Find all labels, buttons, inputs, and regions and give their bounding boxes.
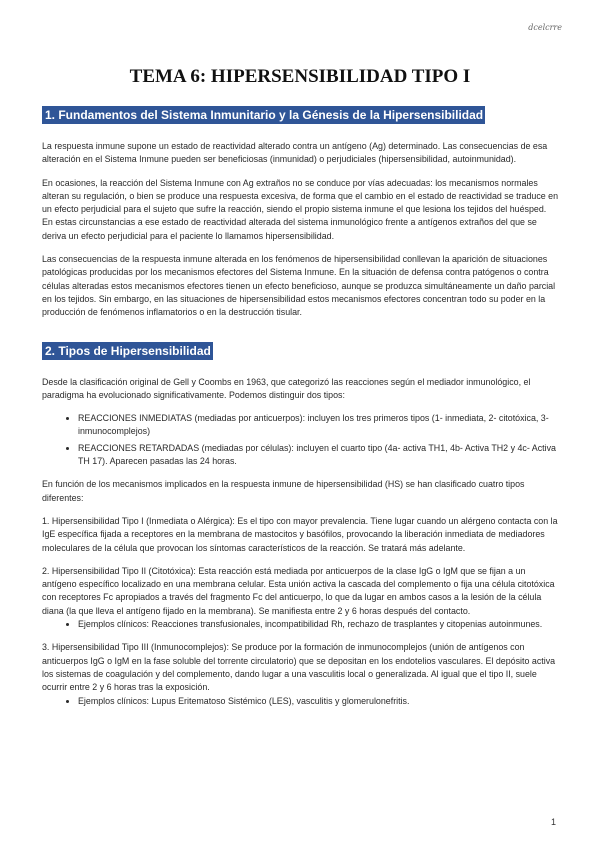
- list-item: • REACCIONES RETARDADAS (mediadas por células): incluyen el cuarto tipo (4a- activa TH1, 4b- Activa TH2 y 4c- Activa TH 17). Aparecen pasadas las 24 horas.: [78, 442, 559, 469]
- watermark: dcelcrre: [528, 23, 562, 32]
- paragraph: En función de los mecanismos implicados en la respuesta inmune de hipersensibilidad (HS) se han clasificado cuatro tipos diferentes:: [42, 479, 525, 503]
- type-2-examples: [42, 618, 559, 631]
- section-1: [42, 106, 559, 124]
- paragraph: La respuesta inmune supone un estado de reactividad alterado contra un antígeno (Ag) determinado. Las consecuencias de esa alteración en el Sistema Inmune pueden ser beneficiosas (inmunidad) o perjudiciales (hipersensibilidad, autoinmunidad).: [42, 141, 548, 165]
- list-item: • Ejemplos clínicos: Reacciones transfusionales, incompatibilidad Rh, rechazo de trasplantes y citopenias autoinmunes.: [78, 618, 559, 631]
- paragraph-type-2: 2. Hipersensibilidad Tipo II (Citotóxica): Esta reacción está mediada por anticuerpos de la clase IgG o IgM que se fijan a un antígeno específico localizado en una membrana celular. Esta unión activa la cascada del complemento o fija una célula citotóxica con receptores Fc apropiados a través del fragmento Fc del anticuerpo, lo que da lugar en ambos casos a la lesión de la célula diana (la que lleva el antígeno fijado en la membrana). Se manifiesta entre 2 y 6 horas después del contacto.: [42, 565, 555, 616]
- type-3-examples: [42, 695, 559, 708]
- paragraph: Las consecuencias de la respuesta inmune alterada en los fenómenos de hipersensibilidad conllevan la aparición de situaciones patológicas producidas por los mecanismos efectores del Sistema Inmune. En la situación de defensa contra patógenos o contra células alteradas estos mecanismos efectores tienen un efecto beneficioso, aunque se produzca simultáneamente un daño parcial en los tejidos. Sin embargo, en las situaciones de hipersensibilidad estos mecanismos efectores concentran todo su poder en la producción de fenómenos inflamatorios o en la destrucción tisular.: [42, 254, 556, 318]
- paragraph: Desde la clasificación original de Gell y Coombs en 1963, que categorizó las reacciones según el mediador inmunológico, el paradigma ha evolucionado significativamente. Podemos distinguir dos tipos:: [42, 376, 531, 400]
- list-item: • Ejemplos clínicos: Lupus Eritematoso Sistémico (LES), vasculitis y glomerulonefritis.: [78, 695, 559, 708]
- list-item: • REACCIONES INMEDIATAS (mediadas por anticuerpos): incluyen los tres primeros tipos (1- inmediata, 2- citotóxica, 3- inmunocomplejos): [78, 412, 559, 439]
- paragraph-type-3: 3. Hipersensibilidad Tipo III (Inmunocomplejos): Se produce por la formación de inmunocomplejos (unión de antígenos con anticuerpos IgG o IgM en la fase soluble del torrente circulatorio) que se depositan en los endotelios vasculares. El depósito activa los sistemas de coagulación y del complemento, dando lugar a una vasculitis local o generalizada. Al igual que el tipo II, suele ocurrir entre 2 y 6 horas tras la exposición.: [42, 642, 556, 693]
- section-2: [42, 342, 559, 360]
- reaction-types-list: [42, 412, 559, 468]
- page-title: TEMA 6: HIPERSENSIBILIDAD TIPO I: [129, 66, 471, 87]
- paragraph-type-1: 1. Hipersensibilidad Tipo I (Inmediata o Alérgica): Es el tipo con mayor prevalencia. Tiene lugar cuando un alérgeno contacta con la IgE específica fijada a receptores en la membrana de mastocitos y basófilos, provocando la liberación inmediata de mediadores moleculares de la célula que provocan los síntomas característicos de la reacción. Se tratará más adelante.: [42, 515, 558, 553]
- page-number: 1: [550, 817, 556, 827]
- paragraph: En ocasiones, la reacción del Sistema Inmune con Ag extraños no se conduce por vías adecuadas: los mecanismos normales alteran su regulación, o bien se produce una respuesta excesiva, de forma que el cambio en el estado de reactividad se traduce en un efecto perjudicial para el sujeto que sufre la reacción, siendo el propio sistema inmune el que lesiona los tejidos del huésped. En estas circunstancias a ese estado de reactividad alterada del sistema inmunológico frente a antígenos extraños del que se deriva un efecto perjudicial para el paciente lo llamamos hipersensibilidad.: [42, 177, 559, 241]
- section-2-heading: 2. Tipos de Hipersensibilidad: [42, 342, 213, 360]
- document-body: [42, 106, 559, 718]
- section-1-heading: 1. Fundamentos del Sistema Inmunitario y la Génesis de la Hipersensibilidad: [42, 106, 485, 124]
